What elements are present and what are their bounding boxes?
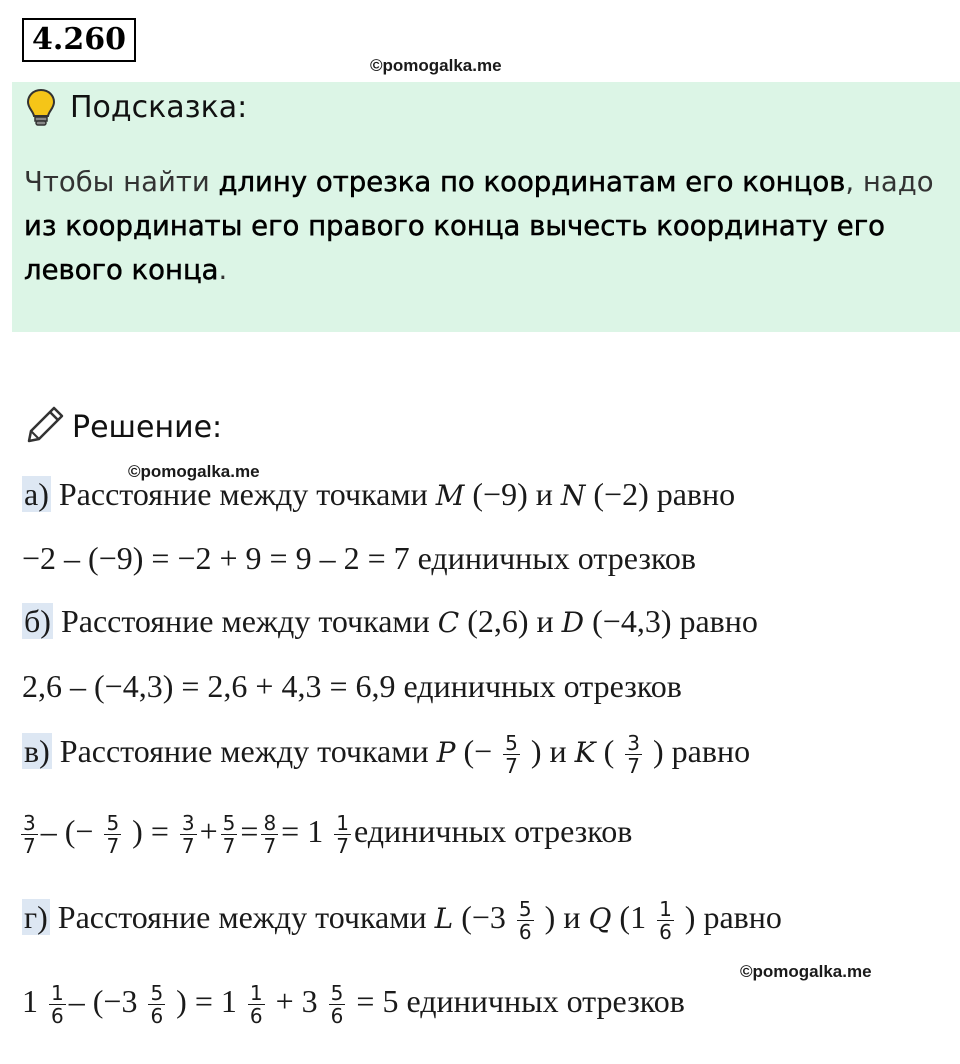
fraction: $\frac{5}{6}$ — [150, 981, 164, 1028]
fraction: $\frac{1}{7}$ — [336, 811, 349, 858]
fraction: $\frac{1}{6}$ — [249, 981, 263, 1028]
watermark-bottom: ©pomogalka.me — [740, 962, 872, 981]
solution-b-line1: б) Расстояние между точками C (2,6) и D (−4,3) равно — [24, 603, 758, 639]
fraction: $\frac{1}{6}$ — [51, 981, 64, 1028]
hint-title: Подсказка: — [70, 90, 248, 125]
fraction: $\frac{5}{7}$ — [505, 731, 518, 778]
solution-v-line1: в) Расстояние между точками P (− $\frac{5}{7}$ ) и K ( $\frac{3}{7}$ ) равно — [24, 731, 751, 778]
fraction: $\frac{8}{7}$ — [263, 811, 277, 858]
solution-g-calc: 1 $\frac{1}{6}$ – (−3 $\frac{5}{6}$ ) = 1 $\frac{1}{6}$ + 3 $\frac{5}{6}$ = 5 единичных отрезков — [22, 981, 685, 1028]
solution-b-calc: 2,6 – (−4,3) = 2,6 + 4,3 = 6,9 единичных отрезков — [22, 668, 682, 704]
fraction: $\frac{5}{6}$ — [330, 981, 344, 1028]
fraction: $\frac{5}{7}$ — [106, 811, 120, 858]
hint-text: Чтобы найти длину отрезка по координатам его концов, надо из координаты его правого конца вычесть координату его левого конца. — [24, 166, 934, 286]
solution-a-calc: −2 – (−9) = −2 + 9 = 9 – 2 = 7 единичных отрезков — [22, 540, 697, 576]
watermark-top: ©pomogalka.me — [370, 56, 502, 75]
pencil-icon — [26, 404, 66, 444]
problem-number: 4.260 — [22, 18, 136, 62]
fraction: $\frac{3}{7}$ — [627, 731, 640, 778]
fraction: $\frac{1}{6}$ — [659, 897, 672, 944]
solution-a-line1: а) Расстояние между точками M (−9) и N (−2) равно — [24, 476, 736, 512]
fraction: $\frac{3}{7}$ — [23, 811, 36, 858]
solution-v-calc: $\frac{3}{7}$ – (− $\frac{5}{7}$ ) = $\frac{3}{7}$ + $\frac{5}{7}$ = $\frac{8}{7}$ = 1 $\frac{1}{7}$ единичных отрезков — [23, 811, 633, 858]
solution-title: Решение: — [72, 410, 223, 445]
solution-g-line1: г) Расстояние между точками L (−3 $\frac{5}{6}$ ) и Q (1 $\frac{1}{6}$ ) равно — [24, 897, 782, 944]
fraction: $\frac{5}{6}$ — [518, 897, 532, 944]
lightbulb-icon — [26, 88, 56, 128]
fraction: $\frac{5}{7}$ — [222, 811, 236, 858]
fraction: $\frac{3}{7}$ — [181, 811, 195, 858]
watermark-middle: ©pomogalka.me — [128, 462, 260, 481]
